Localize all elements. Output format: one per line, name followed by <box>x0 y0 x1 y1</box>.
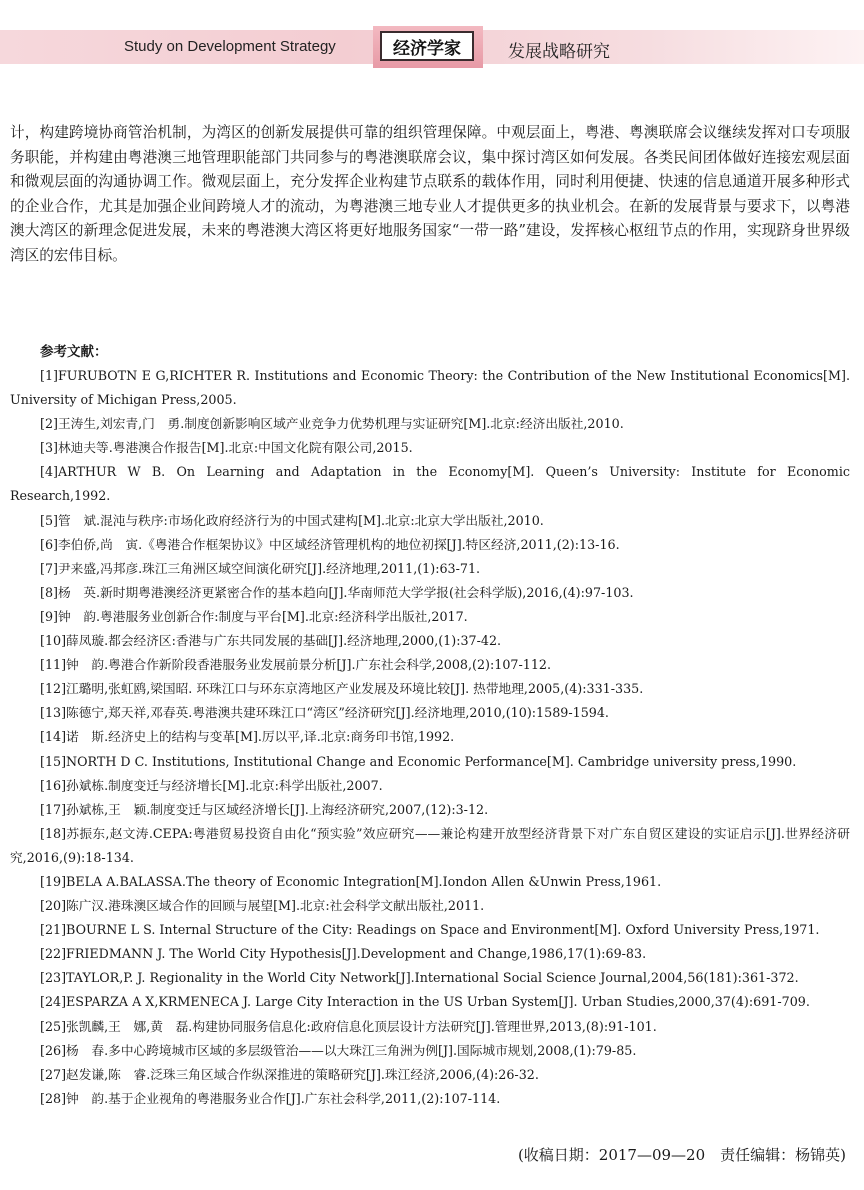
reference-item: [16]孙斌栋.制度变迁与经济增长[M].北京:科学出版社,2007. <box>40 777 383 793</box>
reference-item: [7]尹来盛,冯邦彦.珠江三角洲区域空间演化研究[J].经济地理,2011,(1):63-71. <box>40 560 481 576</box>
reference-item: [12]江璐明,张虹鸥,梁国昭. 环珠江口与环东京湾地区产业发展及环境比较[J]. 热带地理,2005,(4):331-335. <box>40 681 644 697</box>
page-header <box>0 0 864 80</box>
reference-item: [14]诺 斯.经济史上的结构与变革[M].厉以平,译.北京:商务印书馆,1992. <box>40 729 455 745</box>
references-heading: 参考文献： <box>40 344 108 360</box>
reference-item: [27]赵发谦,陈 睿.泛珠三角区域合作纵深推进的策略研究[J].珠江经济,2006,(4):26-32. <box>40 1066 539 1082</box>
reference-item: [8]杨 英.新时期粤港澳经济更紧密合作的基本趋向[J].华南师范大学学报(社会科学版),2016,(4):97-103. <box>40 584 634 600</box>
journal-badge <box>373 26 483 68</box>
reference-item: [28]钟 韵.基于企业视角的粤港服务业合作[J].广东社会科学,2011,(2):107-114. <box>40 1090 501 1106</box>
received-date-and-editor: (收稿日期：2017—09—20 责任编辑：杨锦英) <box>517 1146 846 1164</box>
reference-item: [10]薛凤璇.都会经济区:香港与广东共同发展的基础[J].经济地理,2000,(1):37-42. <box>40 633 502 649</box>
reference-item: [11]钟 韵.粤港合作新阶段香港服务业发展前景分析[J].广东社会科学,2008,(2):107-112. <box>40 657 552 673</box>
reference-item: [1]FURUBOTN E G,RICHTER R. Institutions and Economic Theory: the Contribution of the New Institutional Economics[M]. University of Michigan Press,2005. <box>10 368 850 408</box>
header-section-title: 发展战略研究 <box>508 42 610 62</box>
header-english-title: Study on Development Strategy <box>124 38 336 55</box>
journal-badge-label: 经济学家 <box>380 31 474 61</box>
reference-item: [5]管 斌.混沌与秩序:市场化政府经济行为的中国式建构[M].北京:北京大学出版社,2010. <box>40 512 544 528</box>
reference-item: [15]NORTH D C. Institutions, Institutional Change and Economic Performance[M]. Cambridge university press,1990. <box>40 753 797 769</box>
reference-item: [21]BOURNE L S. Internal Structure of the City: Readings on Space and Environment[M]. Oxford University Press,1971. <box>40 922 820 938</box>
reference-list <box>10 364 850 1111</box>
reference-item: [9]钟 韵.粤港服务业创新合作:制度与平台[M].北京:经济科学出版社,2017. <box>40 608 468 624</box>
reference-item: [17]孙斌栋,王 颖.制度变迁与区域经济增长[J].上海经济研究,2007,(12):3-12. <box>40 801 489 817</box>
body-paragraph: 计，构建跨境协商管治机制，为湾区的创新发展提供可靠的组织管理保障。中观层面上，粤港、粤澳联席会议继续发挥对口专项服务职能，并构建由粤港澳三地管理职能部门共同参与的粤港澳联席会议，集中探讨湾区如何发展。各类民间团体做好连接宏观层面和微观层面的沟通协调工作。微观层面上，充分发挥企业构建节点联系的载体作用，同时利用便捷、快速的信息通道开展多种形式的企业合作，尤其是加强企业间跨境人才的流动，为粤港澳三地专业人才提供更多的执业机会。在新的发展背景与要求下，以粤港澳大湾区的新理念促进发展，未来的粤港澳大湾区将更好地服务国家“一带一路”建设，发挥核心枢纽节点的作用，实现跻身世界级湾区的宏伟目标。 <box>10 124 850 264</box>
reference-item: [18]苏振东,赵文涛.CEPA:粤港贸易投资自由化“预实验”效应研究——兼论构建开放型经济背景下对广东自贸区建设的实证启示[J].世界经济研究,2016,(9):18-134. <box>10 825 850 865</box>
reference-item: [26]杨 春.多中心跨境城市区域的多层级管治——以大珠江三角洲为例[J].国际城市规划,2008,(1):79-85. <box>40 1042 637 1058</box>
reference-item: [4]ARTHUR W B. On Learning and Adaptation in the Economy[M]. Queen’s University: Institute for Economic Research,1992. <box>10 464 850 504</box>
reference-item: [23]TAYLOR,P. J. Regionality in the World City Network[J].International Social Science Journal,2004,56(181):361-372. <box>40 970 799 986</box>
reference-item: [24]ESPARZA A X,KRMENECA J. Large City Interaction in the US Urban System[J]. Urban Studies,2000,37(4):691-709. <box>40 994 810 1010</box>
reference-item: [20]陈广汉.港珠澳区域合作的回顾与展望[M].北京:社会科学文献出版社,2011. <box>40 898 485 914</box>
reference-item: [3]林迪夫等.粤港澳合作报告[M].北京:中国文化院有限公司,2015. <box>40 440 413 456</box>
reference-item: [13]陈德宁,郑天祥,邓春英.粤港澳共建环珠江口“湾区”经济研究[J].经济地理,2010,(10):1589-1594. <box>40 705 609 721</box>
reference-item: [6]李伯侨,尚 寅.《粤港合作框架协议》中区域经济管理机构的地位初探[J].特区经济,2011,(2):13-16. <box>40 536 620 552</box>
reference-item: [25]张凯麟,王 娜,黄 磊.构建协同服务信息化:政府信息化顶层设计方法研究[J].管理世界,2013,(8):91-101. <box>40 1018 657 1034</box>
reference-item: [22]FRIEDMANN J. The World City Hypothesis[J].Development and Change,1986,17(1):69-83. <box>40 946 647 962</box>
reference-item: [2]王涛生,刘宏青,门 勇.制度创新影响区域产业竞争力优势机理与实证研究[M].北京:经济出版社,2010. <box>40 416 624 432</box>
reference-item: [19]BELA A.BALASSA.The theory of Economic Integration[M].Iondon Allen &Unwin Press,1961. <box>40 873 662 889</box>
